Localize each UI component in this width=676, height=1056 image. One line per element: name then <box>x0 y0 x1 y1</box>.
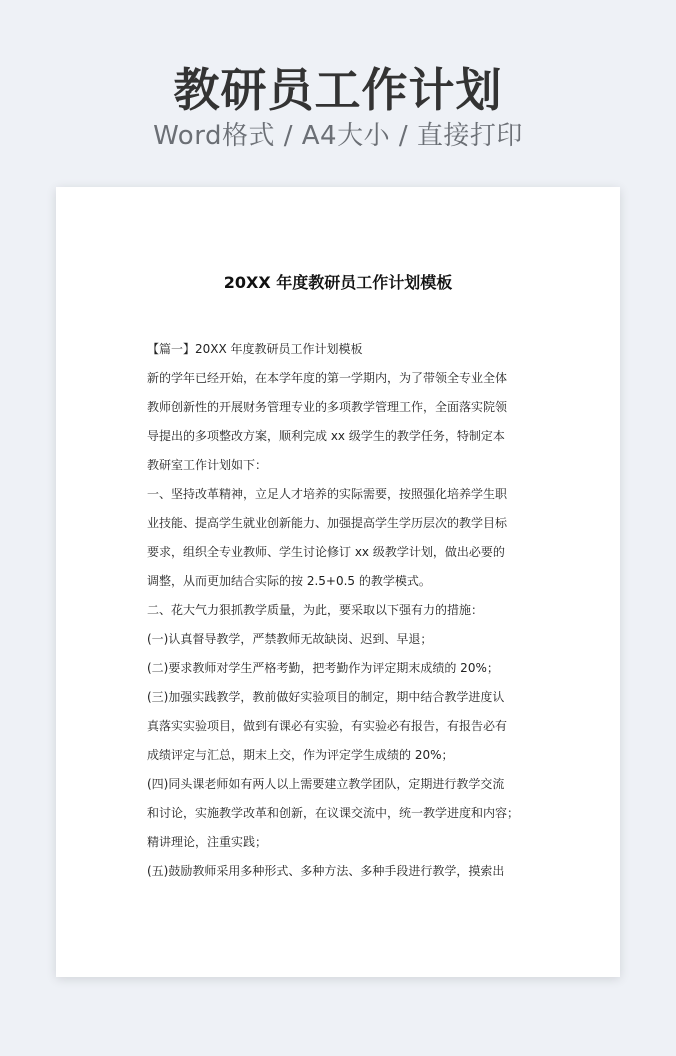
document-page <box>56 187 620 977</box>
document-line: (三)加强实践教学，教前做好实验项目的制定，期中结合教学进度认 <box>147 690 505 704</box>
document-line: 一、坚持改革精神，立足人才培养的实际需要，按照强化培养学生职 <box>147 487 508 501</box>
document-line: 业技能、提高学生就业创新能力、加强提高学生学历层次的教学目标 <box>147 516 508 530</box>
document-line: 要求，组织全专业教师、学生讨论修订 xx 级教学计划，做出必要的 <box>147 545 505 559</box>
document-line: 成绩评定与汇总，期末上交，作为评定学生成绩的 20%； <box>147 748 454 762</box>
document-line: (五)鼓励教师采用多种形式、多种方法、多种手段进行教学，摸索出 <box>147 864 505 878</box>
document-line: 教研室工作计划如下： <box>147 458 268 472</box>
hero-title: 教研员工作计划 <box>173 63 503 117</box>
document-line: (一)认真督导教学，严禁教师无故缺岗、迟到、早退； <box>147 632 433 646</box>
document-line: 新的学年已经开始，在本学年度的第一学期内，为了带领全专业全体 <box>147 371 508 385</box>
document-line: 真落实实验项目，做到有课必有实验，有实验必有报告，有报告必有 <box>147 719 508 733</box>
document-body <box>147 337 531 888</box>
document-line: 教师创新性的开展财务管理专业的多项教学管理工作，全面落实院领 <box>147 400 508 414</box>
document-line: (四)同头课老师如有两人以上需要建立教学团队，定期进行教学交流 <box>147 777 505 791</box>
document-line: 二、花大气力狠抓教学质量，为此，要采取以下强有力的措施： <box>147 603 484 617</box>
document-line: 和讨论，实施教学改革和创新，在议课交流中，统一教学进度和内容； <box>147 806 520 820</box>
document-line: 精讲理论，注重实践； <box>147 835 268 849</box>
document-line: (二)要求教师对学生严格考勤，把考勤作为评定期末成绩的 20%； <box>147 661 499 675</box>
hero-header <box>0 0 676 180</box>
document-title: 20XX 年度教研员工作计划模板 <box>223 273 453 292</box>
document-line: 调整，从而更加结合实际的按 2.5+0.5 的教学模式。 <box>147 574 431 588</box>
document-line: 导提出的多项整改方案，顺利完成 xx 级学生的教学任务，特制定本 <box>147 429 505 443</box>
document-line: 【篇一】20XX 年度教研员工作计划模板 <box>147 342 363 356</box>
hero-subtitle: Word格式 / A4大小 / 直接打印 <box>153 121 523 151</box>
